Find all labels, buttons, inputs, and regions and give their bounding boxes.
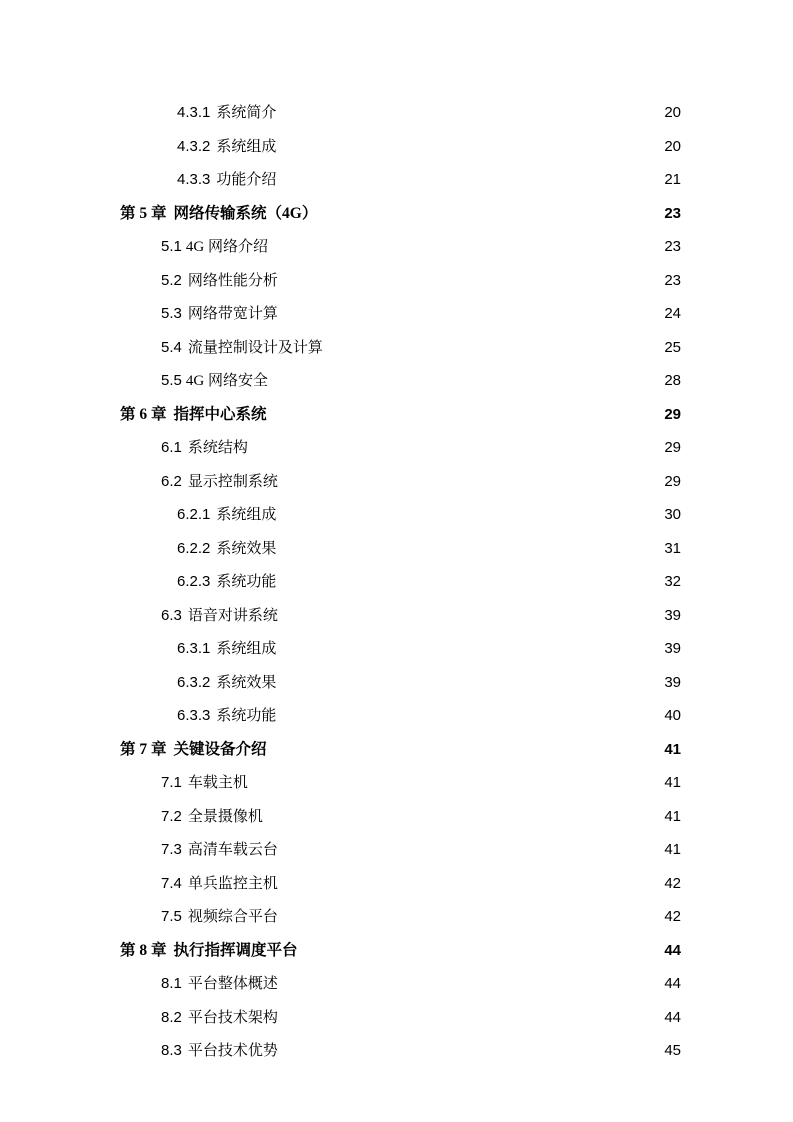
- toc-entry-number: 4.3.1: [177, 104, 211, 121]
- toc-entry[interactable]: [0, 599, 793, 633]
- toc-page-number: 25: [664, 338, 681, 356]
- toc-entry-title: 系统简介: [216, 105, 277, 121]
- toc-entry-title: 高清车载云台: [187, 842, 278, 858]
- toc-entry-title: 全景摄像机: [187, 808, 263, 825]
- toc-dot-leader: [279, 839, 658, 854]
- toc-page-number: 24: [664, 305, 681, 322]
- toc-entry-number: 第 8 章: [120, 941, 167, 959]
- toc-dot-leader: [277, 571, 658, 586]
- toc-entry[interactable]: [0, 163, 793, 197]
- toc-entry-number: 6.2: [161, 472, 182, 490]
- toc-entry-number: 7.2: [161, 807, 182, 825]
- table-of-contents: [0, 96, 793, 1068]
- toc-entry-number: 6.3: [161, 606, 182, 624]
- toc-entry-title: 系统效果: [216, 540, 277, 557]
- toc-dot-leader: [279, 973, 658, 988]
- toc-page-number: 21: [664, 171, 681, 188]
- toc-dot-leader: [279, 605, 658, 620]
- toc-page-number: 44: [664, 975, 681, 992]
- toc-entry-number: 7.3: [161, 841, 182, 858]
- toc-dot-leader: [277, 169, 658, 184]
- toc-entry[interactable]: [0, 398, 793, 432]
- toc-entry-number: 7.4: [161, 874, 182, 892]
- toc-dot-leader: [277, 504, 658, 519]
- toc-entry[interactable]: [0, 431, 793, 465]
- toc-entry[interactable]: [0, 733, 793, 767]
- toc-page-number: 42: [664, 908, 681, 925]
- toc-page-number: 29: [664, 405, 681, 423]
- toc-dot-leader: [269, 236, 658, 251]
- toc-dot-leader: [277, 102, 658, 117]
- toc-entry-title: 语音对讲系统: [187, 607, 278, 624]
- toc-entry-title: 系统结构: [187, 440, 248, 456]
- toc-entry-number: 4.3.2: [177, 137, 211, 155]
- toc-entry-title: 平台整体概述: [187, 976, 278, 992]
- toc-entry[interactable]: [0, 699, 793, 733]
- toc-dot-leader: [279, 1007, 658, 1022]
- toc-entry-title: 系统功能: [216, 574, 277, 590]
- toc-entry-title: 系统效果: [216, 674, 277, 691]
- toc-entry-title: 4G 网络安全: [185, 373, 268, 389]
- toc-entry-title: 平台技术优势: [187, 1043, 278, 1059]
- toc-entry-number: 7.1: [161, 774, 182, 791]
- toc-entry[interactable]: [0, 565, 793, 599]
- toc-entry-title: 指挥中心系统: [173, 405, 267, 423]
- toc-page-number: 41: [664, 841, 681, 858]
- toc-dot-leader: [279, 906, 658, 921]
- toc-entry[interactable]: [0, 498, 793, 532]
- toc-entry-number: 第 7 章: [120, 740, 167, 758]
- toc-entry-number: 6.3.3: [177, 707, 211, 724]
- toc-entry-number: 7.5: [161, 908, 182, 925]
- toc-dot-leader: [268, 738, 658, 754]
- toc-entry-number: 5.4: [161, 338, 182, 356]
- toc-entry-title: 系统组成: [216, 138, 277, 155]
- toc-entry-title: 网络性能分析: [187, 272, 278, 289]
- toc-dot-leader: [249, 772, 658, 787]
- toc-dot-leader: [264, 806, 658, 821]
- toc-page-number: 23: [664, 204, 681, 222]
- toc-entry-number: 8.3: [161, 1042, 182, 1059]
- toc-entry-number: 6.1: [161, 439, 182, 456]
- toc-dot-leader: [269, 370, 658, 385]
- toc-entry-number: 第 6 章: [120, 405, 167, 423]
- toc-entry[interactable]: [0, 364, 793, 398]
- toc-entry[interactable]: [0, 867, 793, 901]
- toc-entry[interactable]: [0, 264, 793, 298]
- toc-entry[interactable]: [0, 1034, 793, 1068]
- toc-entry-number: 8.2: [161, 1008, 182, 1026]
- toc-dot-leader: [277, 638, 658, 653]
- toc-entry[interactable]: [0, 800, 793, 834]
- toc-entry-title: 平台技术架构: [187, 1009, 278, 1026]
- toc-page-number: 29: [664, 472, 681, 490]
- toc-page-number: 20: [664, 137, 681, 155]
- toc-entry-number: 4.3.3: [177, 171, 211, 188]
- toc-page-number: 28: [664, 372, 681, 389]
- toc-entry[interactable]: [0, 130, 793, 164]
- toc-page-number: 41: [664, 807, 681, 825]
- toc-page-number: 41: [664, 740, 681, 758]
- toc-entry[interactable]: [0, 632, 793, 666]
- toc-page-number: 29: [664, 439, 681, 456]
- toc-entry-title: 单兵监控主机: [187, 875, 278, 892]
- toc-entry[interactable]: [0, 967, 793, 1001]
- toc-dot-leader: [279, 873, 658, 888]
- toc-entry-number: 6.2.3: [177, 573, 211, 590]
- toc-dot-leader: [279, 471, 658, 486]
- toc-page-number: 31: [664, 539, 681, 557]
- toc-page-number: 20: [664, 104, 681, 121]
- toc-entry[interactable]: [0, 532, 793, 566]
- toc-page-number: 44: [664, 941, 681, 959]
- toc-dot-leader: [279, 1040, 658, 1055]
- toc-dot-leader: [277, 672, 658, 687]
- toc-page-number: 41: [664, 774, 681, 791]
- toc-dot-leader: [277, 705, 658, 720]
- toc-entry-title: 显示控制系统: [187, 473, 278, 490]
- toc-page-number: 30: [664, 506, 681, 523]
- toc-page-number: 39: [664, 606, 681, 624]
- toc-entry-number: 5.1: [161, 238, 182, 255]
- toc-entry-number: 6.2.1: [177, 506, 211, 523]
- toc-entry-number: 6.3.2: [177, 673, 211, 691]
- toc-entry-title: 系统组成: [216, 507, 277, 523]
- toc-page-number: 32: [664, 573, 681, 590]
- toc-entry-number: 6.2.2: [177, 539, 211, 557]
- toc-page-number: 42: [664, 874, 681, 892]
- toc-entry[interactable]: [0, 331, 793, 365]
- toc-entry[interactable]: [0, 934, 793, 968]
- toc-entry[interactable]: [0, 1001, 793, 1035]
- toc-entry-title: 关键设备介绍: [173, 740, 267, 758]
- toc-entry-title: 执行指挥调度平台: [173, 941, 298, 959]
- toc-entry-title: 视频综合平台: [187, 909, 278, 925]
- toc-entry[interactable]: [0, 465, 793, 499]
- toc-entry-title: 网络传输系统（4G）: [173, 204, 318, 222]
- toc-entry[interactable]: [0, 96, 793, 130]
- toc-page-number: 40: [664, 707, 681, 724]
- toc-entry-title: 网络带宽计算: [187, 306, 278, 322]
- toc-entry[interactable]: [0, 833, 793, 867]
- toc-dot-leader: [279, 303, 658, 318]
- toc-page-number: 23: [664, 271, 681, 289]
- toc-entry-title: 4G 网络介绍: [185, 239, 268, 255]
- toc-page-number: 23: [664, 238, 681, 255]
- toc-entry-number: 5.3: [161, 305, 182, 322]
- toc-entry-number: 第 5 章: [120, 204, 167, 222]
- toc-page-number: 39: [664, 640, 681, 657]
- toc-dot-leader: [279, 270, 658, 285]
- toc-entry[interactable]: [0, 900, 793, 934]
- toc-entry[interactable]: [0, 297, 793, 331]
- toc-entry[interactable]: [0, 766, 793, 800]
- toc-entry-title: 系统功能: [216, 708, 277, 724]
- toc-entry-number: 6.3.1: [177, 640, 211, 657]
- toc-dot-leader: [299, 939, 658, 955]
- toc-entry[interactable]: [0, 197, 793, 231]
- toc-dot-leader: [277, 136, 658, 151]
- toc-page-number: 39: [664, 673, 681, 691]
- toc-page-number: 44: [664, 1008, 681, 1026]
- toc-entry-title: 功能介绍: [216, 172, 277, 188]
- toc-entry[interactable]: [0, 666, 793, 700]
- toc-entry-title: 流量控制设计及计算: [187, 339, 323, 356]
- toc-entry-title: 车载主机: [187, 775, 248, 791]
- toc-entry-number: 8.1: [161, 975, 182, 992]
- toc-page-number: 45: [664, 1042, 681, 1059]
- toc-dot-leader: [324, 337, 658, 352]
- toc-dot-leader: [249, 437, 658, 452]
- toc-entry-number: 5.2: [161, 271, 182, 289]
- toc-entry-title: 系统组成: [216, 641, 277, 657]
- toc-entry-number: 5.5: [161, 372, 182, 389]
- toc-dot-leader: [277, 538, 658, 553]
- toc-dot-leader: [318, 202, 658, 218]
- toc-entry[interactable]: [0, 230, 793, 264]
- toc-dot-leader: [268, 403, 658, 419]
